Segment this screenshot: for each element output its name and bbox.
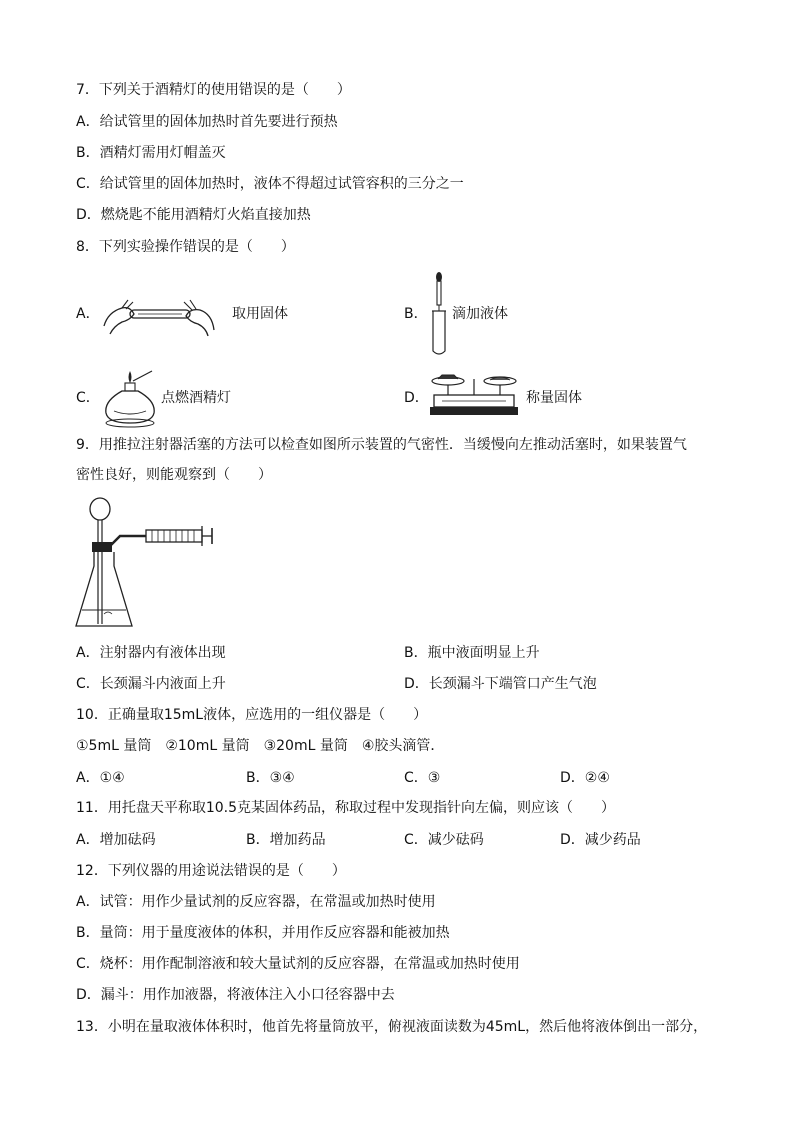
q9-option-b: B．瓶中液面明显上升 [404,645,540,661]
take-solid-figure [100,290,218,338]
q9-option-a: A．注射器内有液体出现 [76,645,226,661]
q8-stem: 8．下列实验操作错误的是（ ） [76,239,295,255]
q10-option-a: A．①④ [76,770,125,786]
q10-items: ①5mL 量筒 ②10mL 量筒 ③20mL 量筒 ④胶头滴管． [76,738,445,754]
q12-option-d: D．漏斗：用作加液器，将液体注入小口径容器中去 [76,987,395,1003]
q13-stem: 13．小明在量取液体体积时，他首先将量筒放平，俯视液面读数为45mL，然后他将液体倒出一部分， [76,1019,708,1035]
q7-option-c: C．给试管里的固体加热时，液体不得超过试管容积的三分之一 [76,176,464,192]
q10-stem: 10．正确量取15mL液体，应选用的一组仪器是（ ） [76,707,428,723]
q7-option-b: B．酒精灯需用灯帽盖灭 [76,145,226,161]
q7-option-d: D．燃烧匙不能用酒精灯火焰直接加热 [76,207,311,223]
q8-option-c-letter: C． [76,390,100,406]
q7-stem: 7．下列关于酒精灯的使用错误的是（ ） [76,82,351,98]
balance-scale-figure [428,369,520,421]
q8-option-c-caption: 点燃酒精灯 [161,390,231,406]
q8-option-a-caption: 取用固体 [232,306,288,322]
q11-option-b: B．增加药品 [246,832,326,848]
q12-stem: 12．下列仪器的用途说法错误的是（ ） [76,863,346,879]
q10-option-c: C．③ [404,770,441,786]
q11-option-a: A．增加砝码 [76,832,156,848]
q8-option-d-caption: 称量固体 [526,390,582,406]
q9-stem-line1: 9．用推拉注射器活塞的方法可以检查如图所示装置的气密性．当缓慢向左推动活塞时，如果装置气 [76,437,687,453]
airtightness-apparatus-figure [74,496,224,634]
alcohol-lamp-figure [100,367,160,429]
dropper-tube-figure [428,271,450,357]
q10-option-d: D．②④ [560,770,610,786]
q8-option-d-letter: D． [404,390,429,406]
q9-option-c: C．长颈漏斗内液面上升 [76,676,226,692]
q9-stem-line2: 密性良好，则能观察到（ ） [76,467,272,483]
q7-option-a: A．给试管里的固体加热时首先要进行预热 [76,114,338,130]
q12-option-b: B．量筒：用于量度液体的体积，并用作反应容器和能被加热 [76,925,450,941]
q12-option-a: A．试管：用作少量试剂的反应容器，在常温或加热时使用 [76,894,436,910]
q8-option-b-letter: B． [404,306,428,322]
q8-option-b-caption: 滴加液体 [452,306,508,322]
q8-option-a-letter: A． [76,306,100,322]
q11-option-c: C．减少砝码 [404,832,484,848]
q11-option-d: D．减少药品 [560,832,641,848]
q11-stem: 11．用托盘天平称取10.5克某固体药品，称取过程中发现指针向左偏，则应该（ ） [76,800,615,816]
q10-option-b: B．③④ [246,770,295,786]
q9-option-d: D．长颈漏斗下端管口产生气泡 [404,676,597,692]
q12-option-c: C．烧杯：用作配制溶液和较大量试剂的反应容器，在常温或加热时使用 [76,956,520,972]
